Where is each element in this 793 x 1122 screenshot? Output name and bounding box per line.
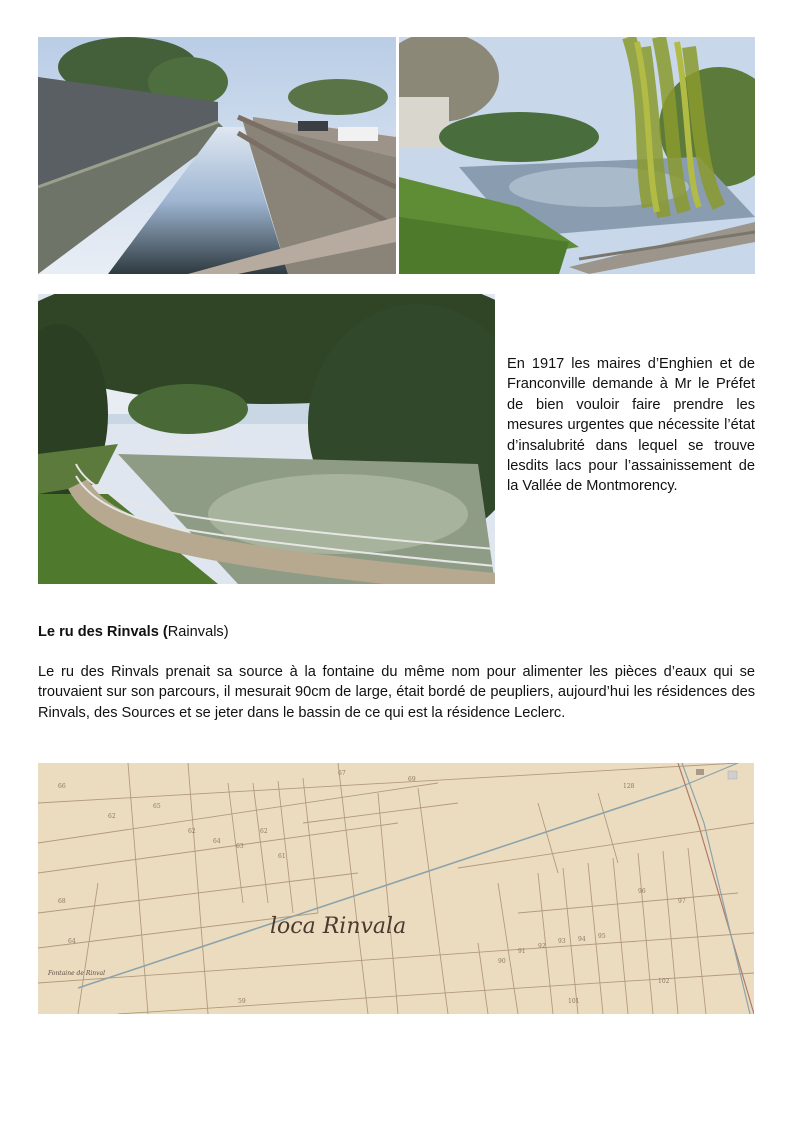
- svg-text:65: 65: [153, 803, 161, 810]
- section-heading-bold: Le ru des Rinvals (: [38, 624, 168, 640]
- svg-text:96: 96: [638, 888, 646, 895]
- svg-text:64: 64: [213, 838, 221, 845]
- svg-text:91: 91: [518, 948, 526, 955]
- svg-text:92: 92: [538, 943, 546, 950]
- lakes-insalubrity-paragraph: En 1917 les maires d’Enghien et de Franconville demande à Mr le Préfet de bien vouloir faire prendre les mesures urgentes que nécessite l’état d’insalubrité dans lequel se trouve lesdits lacs pour l’assainissement de la Vallée de Montmorency.: [507, 356, 755, 495]
- svg-text:59: 59: [238, 998, 246, 1005]
- svg-text:62: 62: [260, 828, 268, 835]
- svg-text:67: 67: [338, 770, 346, 777]
- svg-text:69: 69: [408, 776, 416, 783]
- svg-text:68: 68: [58, 898, 66, 905]
- svg-text:94: 94: [578, 936, 586, 943]
- pond-willow-photo: [399, 37, 755, 274]
- svg-text:64: 64: [68, 938, 76, 945]
- svg-text:102: 102: [658, 978, 670, 985]
- canal-photo: [38, 37, 396, 274]
- rinvals-paragraph: Le ru des Rinvals prenait sa source à la fontaine du même nom pour alimenter les pièces d’eaux qui se trouvaient sur son parcours, il mesurait 90cm de large, était bordé de peupliers, aujourd’hui les résidences des Rinvals, des Sources et se jeter dans le bassin de ce qui est la résidence Leclerc.: [38, 664, 755, 721]
- svg-text:62: 62: [188, 828, 196, 835]
- svg-text:90: 90: [498, 958, 506, 965]
- section-heading-rest: Rainvals): [167, 624, 229, 640]
- svg-text:61: 61: [278, 853, 286, 860]
- svg-text:63: 63: [236, 843, 244, 850]
- svg-text:97: 97: [678, 898, 686, 905]
- map-fountain-label: Fontaine de Rinval: [48, 970, 106, 977]
- svg-text:62: 62: [108, 813, 116, 820]
- svg-text:128: 128: [623, 783, 635, 790]
- svg-text:66: 66: [58, 783, 66, 790]
- section-heading: [38, 624, 229, 640]
- map-lieu-dit-label: loca Rinvala: [270, 914, 407, 939]
- svg-text:93: 93: [558, 938, 566, 945]
- svg-text:95: 95: [598, 933, 606, 940]
- lake-railing-photo: [38, 294, 495, 584]
- cadastral-map: [38, 763, 754, 1014]
- svg-text:101: 101: [568, 998, 580, 1005]
